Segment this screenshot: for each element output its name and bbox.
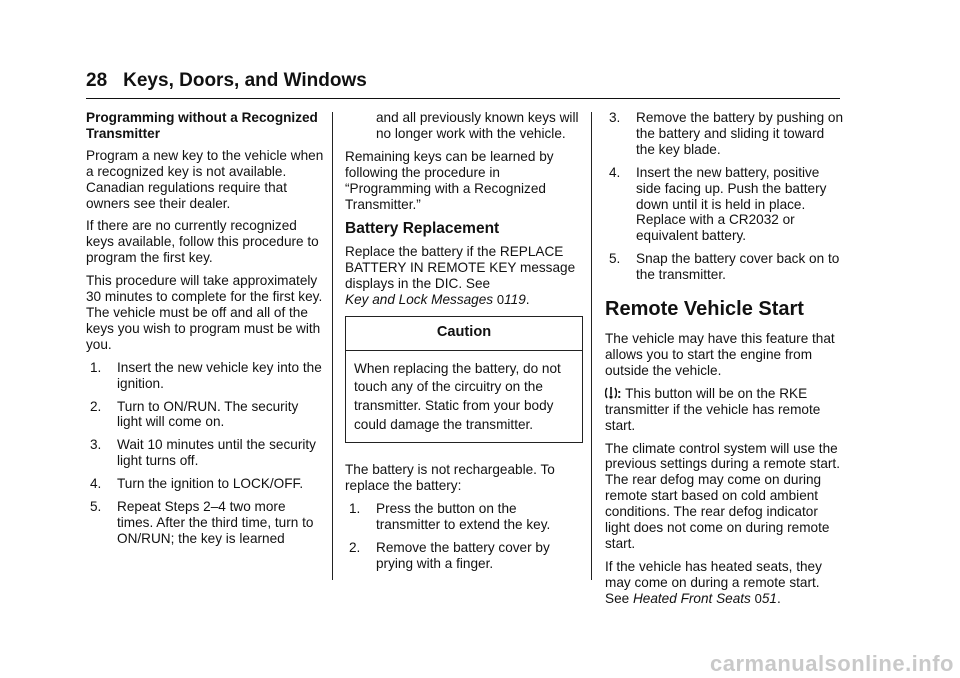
paragraph: : This button will be on the RKE transmitter if the vehicle has remote start. bbox=[605, 385, 821, 433]
step-number: 5. bbox=[609, 251, 621, 267]
step-number: 1. bbox=[349, 501, 361, 517]
battery-replacement-heading: Battery Replacement bbox=[345, 220, 500, 238]
paragraph: Replace the battery if the REPLACE BATTERY IN REMOTE KEY message displays in the DIC. See Key and Lock Messages 0119. bbox=[345, 244, 576, 308]
page-header bbox=[86, 70, 840, 92]
paragraph: If the vehicle has heated seats, they may come on during a remote start. See Heated Front Seats 051. bbox=[605, 558, 822, 606]
step-text: Turn to ON/RUN. The security light will come on. bbox=[117, 398, 299, 430]
step-text: Repeat Steps 2–4 two more times. After the third time, turn to ON/RUN; the key is learned bbox=[117, 499, 314, 546]
step-number: 5. bbox=[90, 499, 102, 515]
step-item bbox=[86, 399, 324, 431]
paragraph: If there are no currently recognized keys available, follow this procedure to program the first key. bbox=[86, 218, 319, 266]
paragraph: The vehicle may have this feature that allows you to start the engine from outside the vehicle. bbox=[605, 331, 835, 378]
step-item bbox=[345, 501, 583, 533]
step-number: 2. bbox=[349, 539, 361, 555]
step-text: Insert the new vehicle key into the ignition. bbox=[117, 359, 322, 391]
page-ref-icon: 0 bbox=[754, 590, 762, 606]
paragraph: The battery is not rechargeable. To replace the battery: bbox=[345, 462, 555, 494]
paragraph: The climate control system will use the previous settings during a remote start. The rear defog may come on during remote start based on cold ambient conditions. The rear defog indicator light does not come on during remote start. bbox=[605, 440, 840, 551]
step-item bbox=[86, 360, 324, 392]
step-text: Wait 10 minutes until the security light turns off. bbox=[117, 437, 316, 469]
step-item bbox=[605, 251, 845, 283]
column-1 bbox=[86, 110, 324, 554]
section-title: Keys, Doors, and Windows bbox=[123, 70, 367, 91]
step-list bbox=[605, 110, 845, 283]
paragraph: This procedure will take approximately 30 minutes to complete for the first key. The vehicle must be off and all of the keys you wish to program must be with you. bbox=[86, 273, 323, 352]
step-list bbox=[345, 501, 583, 572]
page-ref-number[interactable]: 51 bbox=[761, 590, 777, 606]
remote-start-heading: Remote Vehicle Start bbox=[605, 298, 804, 321]
step-text: Turn the ignition to LOCK/OFF. bbox=[117, 476, 304, 492]
watermark: carmanualsonline.info bbox=[710, 651, 954, 676]
page-ref-icon: 0 bbox=[496, 292, 505, 308]
step-item bbox=[345, 540, 583, 572]
cross-reference-link[interactable]: Heated Front Seats bbox=[632, 590, 751, 606]
column-3 bbox=[605, 110, 845, 614]
step-text: Press the button on the transmitter to extend the key. bbox=[376, 501, 551, 532]
step-number: 4. bbox=[609, 164, 621, 180]
step-item bbox=[86, 476, 324, 492]
step-item bbox=[86, 499, 324, 547]
remote-start-icon bbox=[605, 386, 617, 400]
column-divider-right bbox=[591, 112, 592, 580]
caution-title: Caution bbox=[346, 317, 582, 351]
subsection-heading: Programming without a Recognized Transmitter bbox=[86, 110, 318, 141]
step-item bbox=[605, 165, 845, 245]
step-text: Snap the battery cover back on to the transmitter. bbox=[636, 251, 840, 283]
paragraph: Remaining keys can be learned by following the procedure in “Programming with a Recognized Transmitter.” bbox=[345, 148, 554, 212]
step-list bbox=[86, 360, 324, 547]
page-number: 28 bbox=[86, 70, 108, 91]
paragraph: Program a new key to the vehicle when a recognized key is not available. Canadian regulations require that owners see their dealer. bbox=[86, 147, 324, 211]
column-divider-left bbox=[332, 112, 333, 580]
step-text: Remove the battery cover by prying with a finger. bbox=[376, 539, 550, 571]
step-continuation: and all previously known keys will no longer work with the vehicle. bbox=[376, 110, 579, 141]
cross-reference-link[interactable]: Key and Lock Messages bbox=[345, 292, 494, 308]
step-number: 4. bbox=[90, 476, 102, 492]
column-2 bbox=[345, 110, 583, 579]
caution-box bbox=[345, 316, 583, 443]
step-number: 2. bbox=[90, 398, 102, 414]
step-number: 1. bbox=[90, 359, 102, 375]
page-ref-number[interactable]: 119 bbox=[504, 292, 526, 308]
caution-body: When replacing the battery, do not touch any of the circuitry on the transmitter. Static from your body could damage the transmitter. bbox=[354, 360, 561, 432]
step-text: Remove the battery by pushing on the battery and sliding it toward the key blade. bbox=[636, 110, 844, 157]
header-rule bbox=[86, 98, 840, 99]
step-number: 3. bbox=[609, 110, 621, 125]
step-item bbox=[605, 110, 845, 158]
step-item bbox=[86, 437, 324, 469]
step-number: 3. bbox=[90, 437, 102, 453]
step-text: Insert the new battery, positive side facing up. Push the battery down until it is held in place. Replace with a CR2032 or equivalent battery. bbox=[636, 164, 827, 244]
